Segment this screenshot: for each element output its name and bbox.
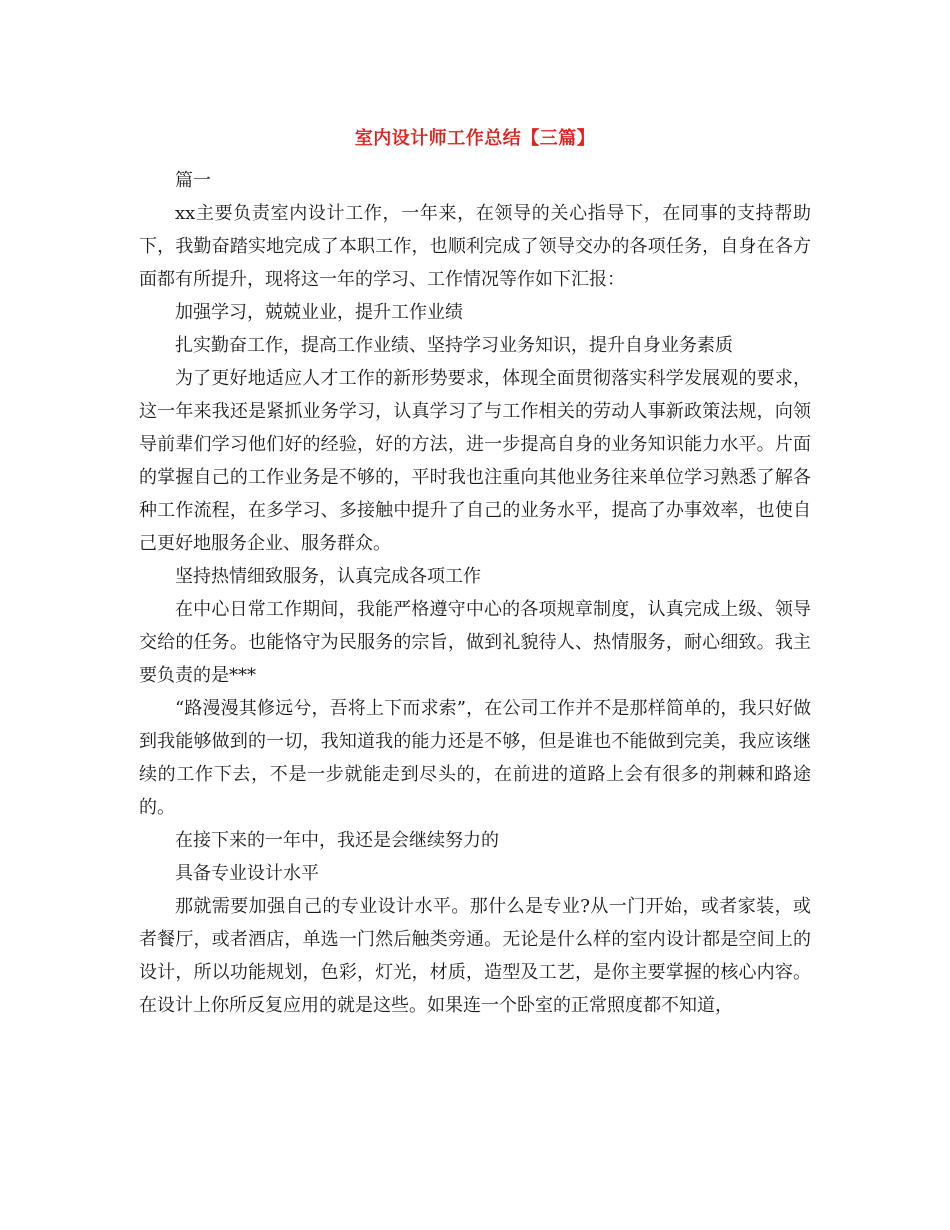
document-body	[139, 164, 811, 1022]
paragraph: xx主要负责室内设计工作，一年来，在领导的关心指导下，在同事的支持帮助下，我勤奋踏实地完成了本职工作，也顺利完成了领导交办的各项任务，自身在各方面都有所提升，现将这一年的学习、工作情况等作如下汇报：	[139, 203, 811, 290]
paragraph: 那就需要加强自己的专业设计水平。那什么是专业?从一门开始，或者家装，或者餐厅，或者酒店，单选一门然后触类旁通。无论是什么样的室内设计都是空间上的设计，所以功能规划，色彩，灯光，材质，造型及工艺，是你主要掌握的核心内容。在设计上你所反复应用的就是这些。如果连一个卧室的正常照度都不知道，	[139, 896, 811, 1016]
paragraph: 在接下来的一年中，我还是会继续努力的	[175, 830, 499, 851]
paragraph: 为了更好地适应人才工作的新形势要求，体现全面贯彻落实科学发展观的要求，这一年来我还是紧抓业务学习，认真学习了与工作相关的劳动人事新政策法规，向领导前辈们学习他们好的经验，好的方法，进一步提高自身的业务知识能力水平。片面的掌握自己的工作业务是不够的，平时我也注重向其他业务往来单位学习熟悉了解各种工作流程，在多学习、多接触中提升了自己的业务水平，提高了办事效率，也使自己更好地服务企业、服务群众。	[139, 368, 811, 554]
subheading: 具备专业设计水平	[175, 863, 319, 884]
subheading: 坚持热情细致服务，认真完成各项工作	[175, 566, 481, 587]
paragraph: 在中心日常工作期间，我能严格遵守中心的各项规章制度，认真完成上级、领导交给的任务。也能恪守为民服务的宗旨，做到礼貌待人、热情服务，耐心细致。我主要负责的是***	[139, 599, 811, 686]
document-title: 室内设计师工作总结【三篇】	[354, 128, 596, 149]
subheading: 扎实勤奋工作，提高工作业绩、坚持学习业务知识，提升自身业务素质	[175, 335, 733, 356]
paragraph: “路漫漫其修远兮，吾将上下而求索”，在公司工作并不是那样简单的，我只好做到我能够做到的一切，我知道我的能力还是不够，但是谁也不能做到完美，我应该继续的工作下去，不是一步就能走到尽头的，在前进的道路上会有很多的荆棘和路途的。	[139, 698, 811, 818]
section-heading: 篇一	[175, 170, 211, 191]
subheading: 加强学习，兢兢业业，提升工作业绩	[175, 302, 463, 323]
